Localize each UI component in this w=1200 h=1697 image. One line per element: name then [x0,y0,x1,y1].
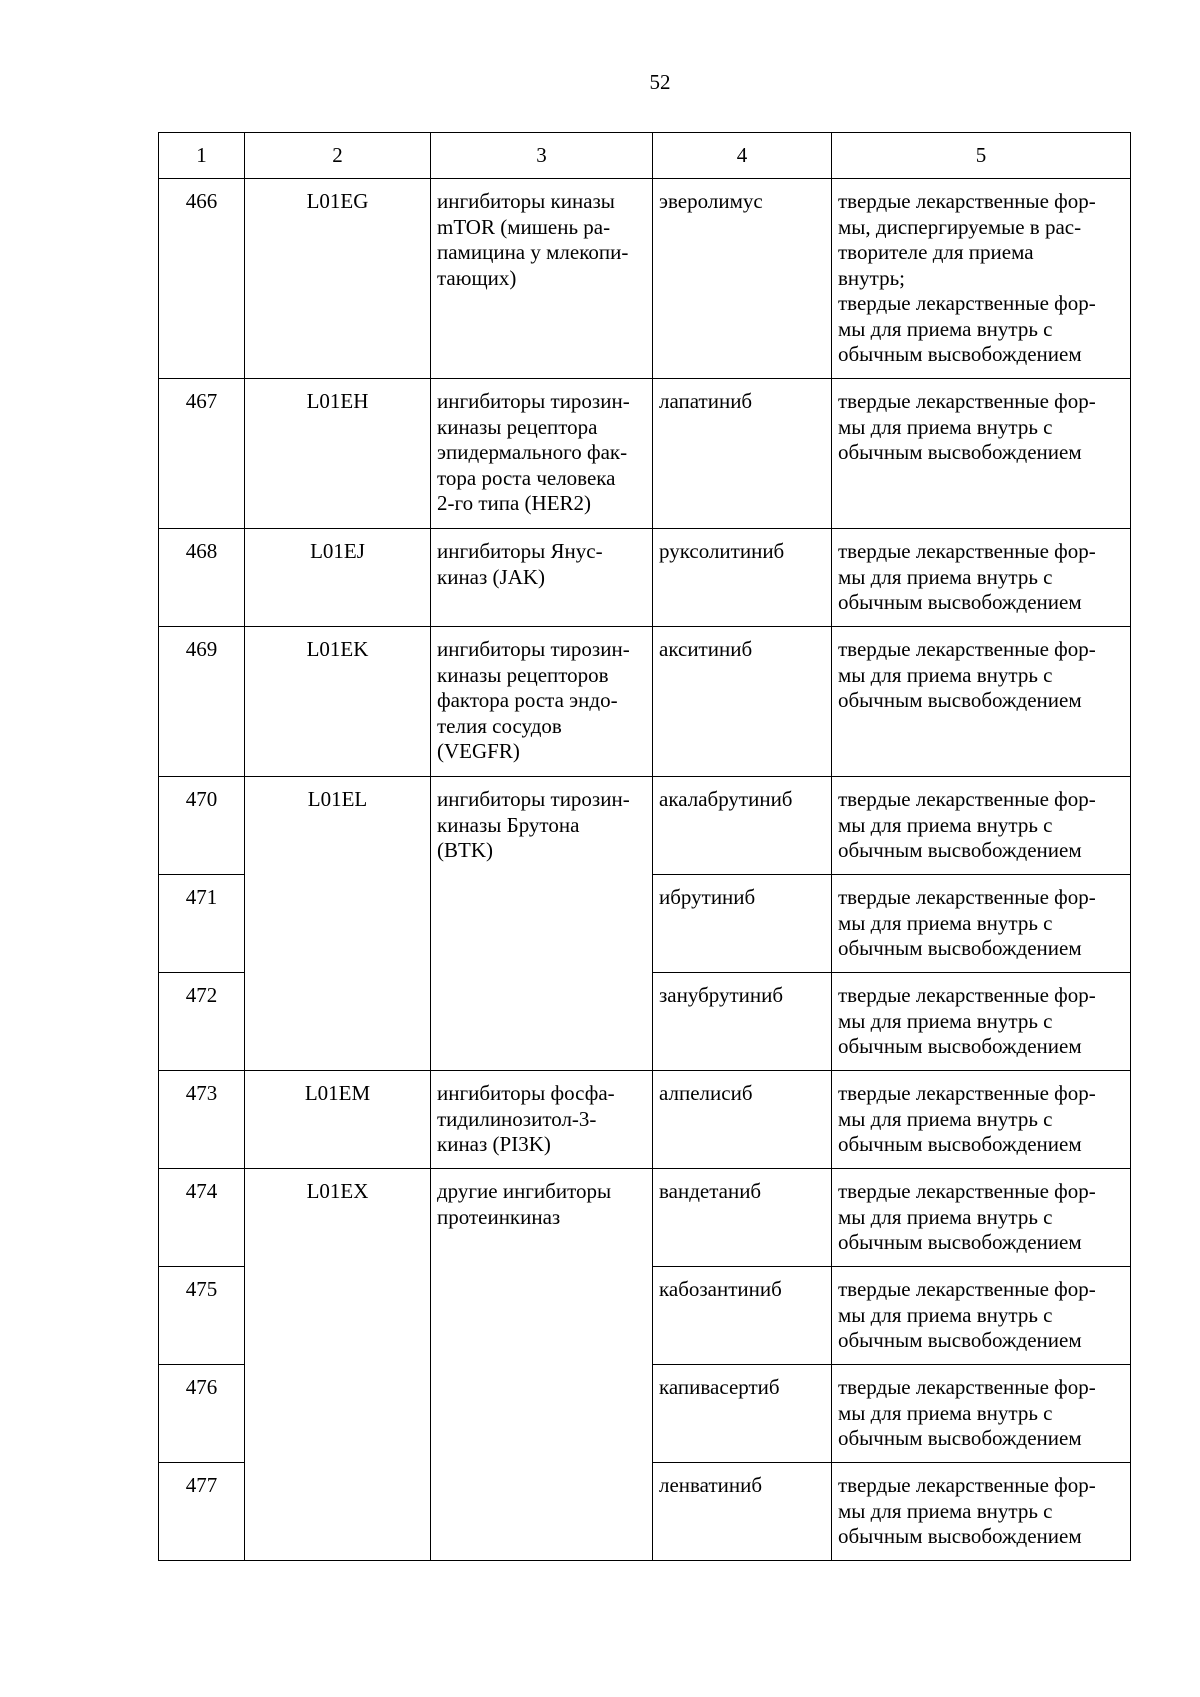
table-row [159,179,1131,379]
table-row [159,627,1131,777]
row-number: 476 [159,1365,245,1463]
atc-code: L01EG [245,179,431,379]
row-number: 474 [159,1169,245,1267]
row-number: 470 [159,777,245,875]
row-number: 466 [159,179,245,379]
drug-name: занубрутиниб [653,973,832,1071]
dosage-form: твердые лекарственные фор- мы для приема внутрь с обычным высвобождением [832,777,1131,875]
drug-name: ленватиниб [653,1463,832,1561]
column-header: 2 [245,133,431,179]
column-header: 3 [431,133,653,179]
column-header: 5 [832,133,1131,179]
atc-code: L01EK [245,627,431,777]
dosage-form: твердые лекарственные фор- мы для приема внутрь с обычным высвобождением [832,1267,1131,1365]
row-number: 472 [159,973,245,1071]
table-header-row [159,133,1131,179]
dosage-form: твердые лекарственные фор- мы для приема внутрь с обычным высвобождением [832,529,1131,627]
table-row [159,1169,1131,1267]
row-number: 467 [159,379,245,529]
pharmacological-group: другие ингибиторы протеинкиназ [431,1169,653,1561]
drug-name: руксолитиниб [653,529,832,627]
drug-table [158,132,1131,1561]
dosage-form: твердые лекарственные фор- мы для приема внутрь с обычным высвобождением [832,1071,1131,1169]
atc-code: L01EM [245,1071,431,1169]
dosage-form: твердые лекарственные фор- мы для приема внутрь с обычным высвобождением [832,973,1131,1071]
atc-code: L01EH [245,379,431,529]
drug-name: вандетаниб [653,1169,832,1267]
pharmacological-group: ингибиторы тирозин- киназы рецепторов фактора роста эндо- телия сосудов (VEGFR) [431,627,653,777]
dosage-form: твердые лекарственные фор- мы для приема внутрь с обычным высвобождением [832,1169,1131,1267]
row-number: 475 [159,1267,245,1365]
drug-name: кабозантиниб [653,1267,832,1365]
page-number: 52 [649,70,671,94]
row-number: 468 [159,529,245,627]
atc-code: L01EX [245,1169,431,1561]
row-number: 469 [159,627,245,777]
dosage-form: твердые лекарственные фор- мы для приема внутрь с обычным высвобождением [832,875,1131,973]
pharmacological-group: ингибиторы Янус- киназ (JAK) [431,529,653,627]
row-number: 477 [159,1463,245,1561]
drug-name: капивасертиб [653,1365,832,1463]
dosage-form: твердые лекарственные фор- мы для приема внутрь с обычным высвобождением [832,379,1131,529]
drug-name: эверолимус [653,179,832,379]
drug-name: лапатиниб [653,379,832,529]
pharmacological-group: ингибиторы тирозин- киназы рецептора эпидермального фак- тора роста человека 2-го типа (HER2) [431,379,653,529]
table-row [159,1071,1131,1169]
dosage-form: твердые лекарственные фор- мы для приема внутрь с обычным высвобождением [832,627,1131,777]
dosage-form: твердые лекарственные фор- мы, диспергируемые в рас- творителе для приема внутрь; твердые лекарственные фор- мы для приема внутрь с обычным высвобождением [832,179,1131,379]
row-number: 473 [159,1071,245,1169]
pharmacological-group: ингибиторы киназы mTOR (мишень ра- памицина у млекопи- тающих) [431,179,653,379]
column-header: 4 [653,133,832,179]
table-row [159,379,1131,529]
drug-name: алпелисиб [653,1071,832,1169]
table-row [159,777,1131,875]
column-header: 1 [159,133,245,179]
dosage-form: твердые лекарственные фор- мы для приема внутрь с обычным высвобождением [832,1365,1131,1463]
pharmacological-group: ингибиторы фосфа- тидилинозитол-3- киназ (PI3K) [431,1071,653,1169]
table-row [159,529,1131,627]
dosage-form: твердые лекарственные фор- мы для приема внутрь с обычным высвобождением [832,1463,1131,1561]
atc-code: L01EJ [245,529,431,627]
row-number: 471 [159,875,245,973]
drug-name: акалабрутиниб [653,777,832,875]
drug-name: ибрутиниб [653,875,832,973]
atc-code: L01EL [245,777,431,1071]
pharmacological-group: ингибиторы тирозин- киназы Брутона (BTK) [431,777,653,1071]
drug-name: акситиниб [653,627,832,777]
